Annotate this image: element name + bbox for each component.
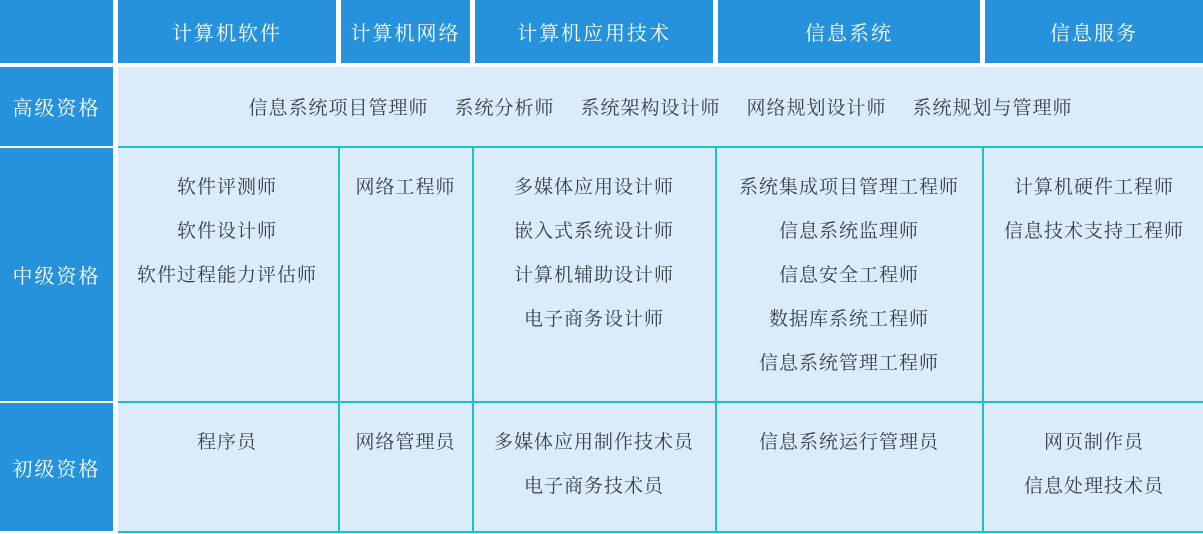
qualification-item: 电子商务设计师 [523, 309, 664, 330]
qualification-item: 软件评测师 [176, 177, 277, 198]
qualification-item: 网络规划设计师 [746, 98, 887, 119]
qualification-item: 嵌入式系统设计师 [513, 221, 674, 242]
header-cell-applied-technology: 计算机应用技术 [475, 0, 713, 63]
qualification-item: 计算机硬件工程师 [1013, 177, 1174, 198]
qualification-item: 系统规划与管理师 [912, 98, 1073, 119]
qualification-item: 系统集成项目管理工程师 [738, 177, 959, 198]
qualification-item: 系统分析师 [454, 98, 555, 119]
qualification-item: 信息系统运行管理员 [758, 432, 939, 453]
qualification-item: 信息系统管理工程师 [758, 353, 939, 374]
qualification-item: 信息技术支持工程师 [1003, 221, 1184, 242]
vertical-divider [338, 148, 340, 401]
qualification-item: 多媒体应用制作技术员 [493, 432, 694, 453]
qualification-item: 软件设计师 [176, 221, 277, 242]
qualification-item: 信息处理技术员 [1023, 476, 1164, 497]
row-label-intermediate: 中级资格 [0, 148, 113, 401]
vertical-divider [982, 403, 984, 531]
qualification-item: 多媒体应用设计师 [513, 177, 674, 198]
qualification-item: 软件过程能力评估师 [136, 265, 317, 286]
qualification-item: 网络工程师 [355, 177, 456, 198]
vertical-divider [338, 403, 340, 531]
qualification-item: 网页制作员 [1043, 432, 1144, 453]
vertical-divider [472, 403, 474, 531]
vertical-divider [982, 148, 984, 401]
qualification-item: 网络管理员 [355, 432, 456, 453]
qualification-item: 信息安全工程师 [778, 265, 919, 286]
intermediate-cell-network [341, 148, 470, 401]
qualification-item: 计算机辅助设计师 [513, 265, 674, 286]
header-cell-computer-network: 计算机网络 [341, 0, 470, 63]
junior-cell-information-system [718, 403, 980, 531]
vertical-divider [715, 148, 717, 401]
corner-cell [0, 0, 113, 63]
qualification-item: 电子商务技术员 [523, 476, 664, 497]
qualification-item: 系统架构设计师 [580, 98, 721, 119]
junior-cell-network [341, 403, 470, 531]
intermediate-cell-information-system [718, 148, 980, 401]
intermediate-cell-information-service [985, 148, 1203, 401]
vertical-divider [715, 403, 717, 531]
vertical-divider [472, 148, 474, 401]
junior-cell-software [118, 403, 336, 531]
senior-qualifications-row [118, 67, 1203, 146]
junior-cell-information-service [985, 403, 1203, 531]
intermediate-cell-applied-technology [475, 148, 713, 401]
header-cell-information-service: 信息服务 [985, 0, 1203, 63]
qualification-item: 信息系统项目管理师 [248, 98, 429, 119]
intermediate-cell-software [118, 148, 336, 401]
junior-cell-applied-technology [475, 403, 713, 531]
header-cell-information-system: 信息系统 [718, 0, 980, 63]
row-label-junior: 初级资格 [0, 403, 113, 531]
qualification-item: 信息系统监理师 [778, 221, 919, 242]
row-label-senior: 高级资格 [0, 67, 113, 146]
qualification-item: 数据库系统工程师 [768, 309, 929, 330]
header-cell-computer-software: 计算机软件 [118, 0, 336, 63]
qualification-item: 程序员 [196, 432, 257, 453]
